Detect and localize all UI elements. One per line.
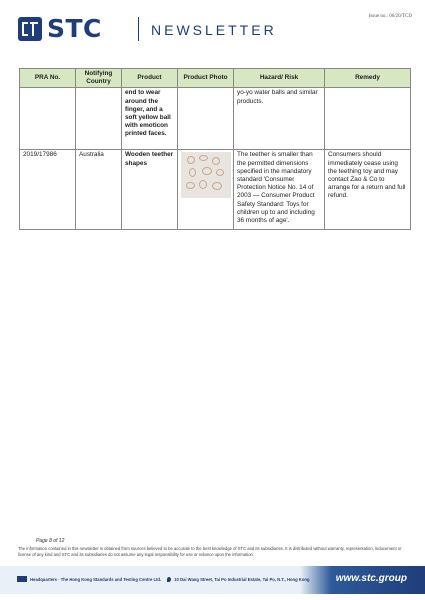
cell-hazard: The teether is smaller than the permitted dimensions specified in the mandatory standard 'Consumer Protection Notice No. 14 of 2003 — Consumer Product Safety Standard: Toys for children up to and including 36 months of age'. bbox=[234, 150, 325, 230]
cell-remedy bbox=[325, 88, 411, 150]
col-remedy: Remedy bbox=[325, 69, 411, 88]
location-pin-icon bbox=[167, 577, 171, 582]
cell-product: Wooden teether shapes bbox=[122, 150, 178, 230]
teether-product-photo bbox=[181, 152, 231, 198]
hq-label: Headquarters bbox=[30, 576, 57, 582]
cell-photo bbox=[178, 150, 234, 230]
stc-logo bbox=[18, 14, 102, 43]
col-hazard-risk: Hazard/ Risk bbox=[234, 69, 325, 88]
header-divider bbox=[138, 17, 139, 41]
cell-photo bbox=[178, 88, 234, 150]
table-row bbox=[20, 150, 411, 230]
table-row bbox=[20, 88, 411, 150]
cell-pra: 2019/17986 bbox=[20, 150, 76, 230]
headquarters-info: Headquarters - The Hong Kong Standards and Testing Centre Ltd. 10 Dai Wang Street, Tai Po Industrial Estate, Tai Po, N.T., Hong Kong bbox=[17, 576, 310, 582]
website-link[interactable]: www.stc.group bbox=[335, 573, 407, 584]
table-header-row bbox=[20, 69, 411, 88]
logo-text: STC bbox=[47, 14, 102, 43]
cell-country bbox=[76, 88, 122, 150]
hq-address: 10 Dai Wang Street, Tai Po Industrial Estate, Tai Po, N.T., Hong Kong bbox=[174, 576, 310, 582]
col-product: Product bbox=[122, 69, 178, 88]
newsletter-title: NEWSLETTER bbox=[151, 22, 277, 38]
col-product-photo: Product Photo bbox=[178, 69, 234, 88]
page-number: Page 8 of 12 bbox=[36, 538, 65, 544]
cell-hazard: yo-yo water balls and similar products. bbox=[234, 88, 325, 150]
page-header bbox=[0, 0, 425, 56]
hq-org: The Hong Kong Standards and Testing Centre Ltd. bbox=[60, 576, 162, 582]
cell-product: end to wear around the finger, and a soft yellow ball with emoticon printed faces. bbox=[122, 88, 178, 150]
col-pra-no: PRA No. bbox=[20, 69, 76, 88]
recall-table bbox=[19, 68, 411, 230]
cell-pra bbox=[20, 88, 76, 150]
disclaimer-text: The information contained in this newsletter is obtained from sources believed to be accurate to the best knowledge of STC and its subsidiaries. It is distributed without warranty, representation, inducement or license of any kind and STC and its subsidiaries do not assume any legal responsibility for use or reliance upon the information. bbox=[18, 546, 402, 557]
cell-country: Australia bbox=[76, 150, 122, 230]
stc-logo-icon bbox=[18, 17, 42, 41]
building-icon bbox=[17, 576, 27, 582]
cell-remedy: Consumers should immediately cease using the teething toy and may contact Zao & Co to arrange for a return and full refund. bbox=[325, 150, 411, 230]
issue-number: Issue no.: 06/20/TCD bbox=[368, 14, 412, 19]
col-notifying-country: Notifying Country bbox=[76, 69, 122, 88]
